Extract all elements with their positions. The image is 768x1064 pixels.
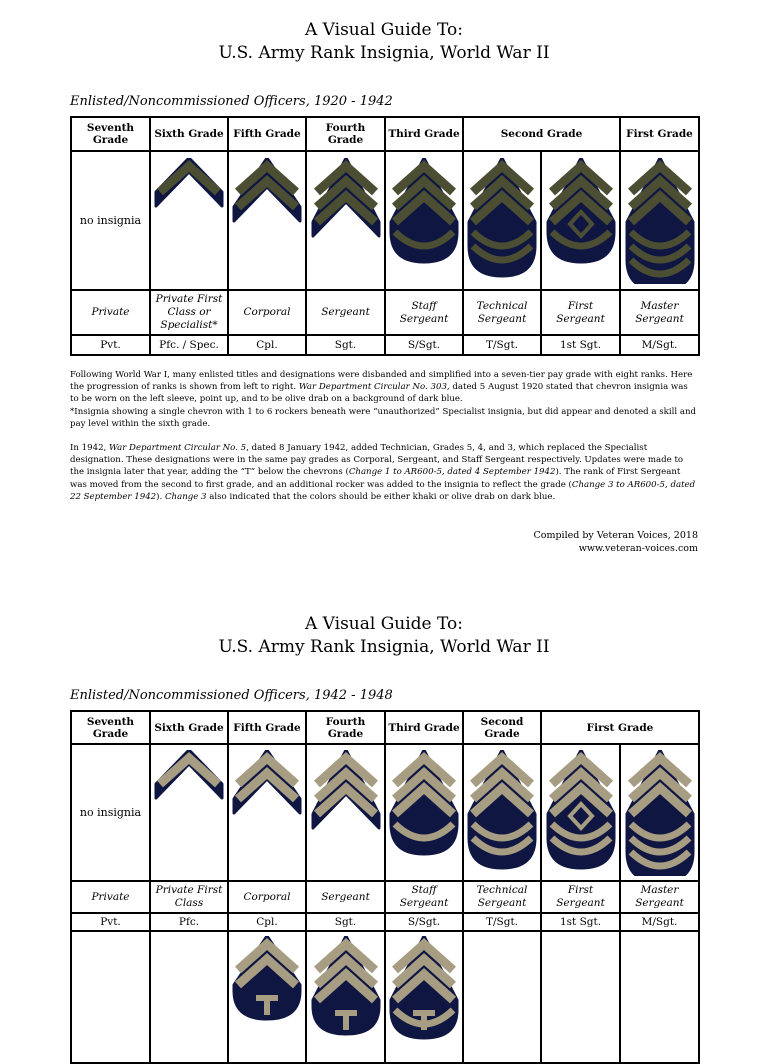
rank-name-sergeant: Sergeant	[306, 290, 385, 335]
section2-subtitle: Enlisted/Noncommissioned Officers, 1942 - 1948	[70, 688, 393, 703]
rank-name-first-sergeant: First Sergeant	[541, 881, 620, 913]
pfc-insignia-cell	[150, 151, 228, 290]
paragraph2-text-d: ).	[156, 491, 165, 502]
rank-name-sergeant: Sergeant	[306, 881, 385, 913]
header-seventh-grade: Seventh Grade	[71, 711, 150, 744]
header-fourth-grade: Fourth Grade	[306, 711, 385, 744]
section1-rank-table	[70, 116, 700, 356]
chevron-3-rocker-1-t-insignia	[388, 936, 460, 1062]
rank-abbreviation-row	[71, 335, 699, 355]
header-fifth-grade: Fifth Grade	[228, 117, 306, 151]
pfc-insignia-cell	[150, 744, 228, 881]
header-second-grade: Second Grade	[463, 117, 620, 151]
rank-name-first-sergeant: First Sergeant	[541, 290, 620, 335]
paragraph2-text-a: In 1942,	[70, 443, 109, 454]
rank-name-corporal: Corporal	[228, 290, 306, 335]
master-sergeant-insignia-cell	[620, 151, 699, 290]
rank-abbr-master-sergeant: M/Sgt.	[620, 913, 699, 931]
paragraph1-text-end: , dated 5 August 1920 stated that chevron insignia was to be worn on the left sleeve, point up, and to be olive drab on a background of dark blue.	[70, 382, 688, 405]
rank-name-technical-sergeant: Technical Sergeant	[463, 881, 541, 913]
empty-cell	[463, 931, 541, 1063]
chevron-3-rocker-2-lozenge-insignia	[545, 750, 617, 876]
chevron-1-insignia	[153, 750, 225, 876]
chevron-3-rocker-2-insignia	[466, 158, 538, 284]
rank-name-staff-sergeant: Staff Sergeant	[385, 881, 463, 913]
corporal-insignia-cell	[228, 744, 306, 881]
paragraph2-text-e: also indicated that the colors should be either khaki or olive drab on dark blue.	[206, 491, 556, 502]
chevron-3-insignia	[310, 158, 382, 284]
empty-cell	[620, 931, 699, 1063]
rank-name-pfc: Private First Class	[150, 881, 228, 913]
header-row	[71, 117, 699, 151]
section1-title	[0, 19, 768, 65]
header-sixth-grade: Sixth Grade	[150, 117, 228, 151]
staff-sergeant-insignia-cell	[385, 744, 463, 881]
rank-name-private: Private	[71, 290, 150, 335]
chevron-3-rocker-1-lozenge-insignia	[545, 158, 617, 284]
rank-name-pfc: Private First Class or Specialist*	[150, 290, 228, 335]
technician-grade-5-cell	[228, 931, 306, 1063]
rank-abbr-pfc: Pfc.	[150, 913, 228, 931]
header-third-grade: Third Grade	[385, 711, 463, 744]
section1-title-line2: U.S. Army Rank Insignia, World War II	[218, 43, 550, 63]
chevron-2-insignia	[231, 750, 303, 876]
first-sergeant-insignia-cell	[541, 744, 620, 881]
chevron-stripe	[160, 166, 218, 192]
sergeant-insignia-cell	[306, 151, 385, 290]
website-link[interactable]: www.veteran-voices.com	[578, 543, 698, 554]
technical-sergeant-insignia-cell	[463, 151, 541, 290]
header-first-grade: First Grade	[620, 117, 699, 151]
section2-title-line2: U.S. Army Rank Insignia, World War II	[218, 637, 550, 657]
rank-abbr-private: Pvt.	[71, 335, 150, 355]
header-row	[71, 711, 699, 744]
chevron-3-rocker-1-insignia	[388, 158, 460, 284]
technician-insignia-row	[71, 931, 699, 1063]
chevron-3-rocker-3-insignia	[624, 158, 696, 284]
chevron-3-t-insignia	[310, 936, 382, 1062]
chevron-3-rocker-3-insignia	[624, 750, 696, 876]
paragraph2-text-b: , dated 8 January 1942, added Technician, Grades 5, 4, and 3, which replaced the Specialist designation. These designations were in the same pay grades as Corporal, Sergeant, and Staff Sergeant respectively. Updates were made to the insignia later that year, adding the “T” below the chevrons (	[70, 443, 684, 478]
rank-name-row	[71, 881, 699, 913]
chevron-2-insignia	[231, 158, 303, 284]
staff-sergeant-insignia-cell	[385, 151, 463, 290]
corporal-insignia-cell	[228, 151, 306, 290]
paragraph2-citation-3: Change 3 to AR600-5, dated 22 September 1942	[70, 479, 696, 502]
rank-abbr-staff-sergeant: S/Sgt.	[385, 335, 463, 355]
rank-abbr-sergeant: Sgt.	[306, 335, 385, 355]
technician-grade-3-cell	[385, 931, 463, 1063]
section2-rank-table	[70, 710, 700, 1064]
section1-body-text	[70, 369, 698, 503]
header-first-grade: First Grade	[541, 711, 699, 744]
section2-title	[0, 613, 768, 659]
paragraph1-text: Following World War I, many enlisted titles and designations were disbanded and simplified into a seven-tier pay grade with eight ranks. Here the progression of ranks is shown from left to right.	[70, 370, 693, 393]
no-insignia-cell: no insignia	[71, 744, 150, 881]
rank-abbr-technical-sergeant: T/Sgt.	[463, 335, 541, 355]
paragraph-1920-history	[70, 369, 698, 406]
rank-abbr-first-sergeant: 1st Sgt.	[541, 913, 620, 931]
paragraph2-citation-2: Change 1 to AR600-5, dated 4 September 1942	[348, 467, 556, 478]
header-fifth-grade: Fifth Grade	[228, 711, 306, 744]
no-insignia-cell: no insignia	[71, 151, 150, 290]
rank-abbr-private: Pvt.	[71, 913, 150, 931]
specialist-footnote: *Insignia showing a single chevron with 1 to 6 rockers beneath were “unauthorized” Specialist insignia, but did appear and denoted a skill and pay level within the sixth grade.	[70, 406, 696, 429]
rank-abbr-staff-sergeant: S/Sgt.	[385, 913, 463, 931]
chevron-1-insignia	[153, 158, 225, 284]
chevron-stripe	[160, 758, 218, 784]
rank-name-master-sergeant: Master Sergeant	[620, 881, 699, 913]
master-sergeant-insignia-cell	[620, 744, 699, 881]
section1-title-line1: A Visual Guide To:	[304, 20, 464, 40]
header-fourth-grade: Fourth Grade	[306, 117, 385, 151]
paragraph-1942-changes	[70, 442, 698, 503]
header-second-grade: Second Grade	[463, 711, 541, 744]
rank-name-technical-sergeant: Technical Sergeant	[463, 290, 541, 335]
header-seventh-grade: Seventh Grade	[71, 117, 150, 151]
first-sergeant-insignia-cell	[541, 151, 620, 290]
paragraph2-citation-1: War Department Circular No. 5	[109, 443, 247, 454]
rank-abbr-pfc: Pfc. / Spec.	[150, 335, 228, 355]
rank-name-private: Private	[71, 881, 150, 913]
rank-name-row	[71, 290, 699, 335]
rank-abbr-sergeant: Sgt.	[306, 913, 385, 931]
chevron-3-rocker-1-insignia	[388, 750, 460, 876]
rank-abbr-technical-sergeant: T/Sgt.	[463, 913, 541, 931]
chevron-2-t-insignia	[231, 936, 303, 1062]
empty-cell	[150, 931, 228, 1063]
paragraph1-citation: War Department Circular No. 303	[298, 382, 447, 393]
technician-grade-4-cell	[306, 931, 385, 1063]
rank-abbr-master-sergeant: M/Sgt.	[620, 335, 699, 355]
header-sixth-grade: Sixth Grade	[150, 711, 228, 744]
section2-title-line1: A Visual Guide To:	[304, 614, 464, 634]
rank-abbr-first-sergeant: 1st Sgt.	[541, 335, 620, 355]
empty-cell	[71, 931, 150, 1063]
paragraph2-text-c: ). The rank of First Sergeant was moved from the second to first grade, and an additional rocker was added to the insignia to reflect the grade (	[70, 467, 681, 490]
rank-name-corporal: Corporal	[228, 881, 306, 913]
rank-name-master-sergeant: Master Sergeant	[620, 290, 699, 335]
empty-cell	[541, 931, 620, 1063]
compiled-by-block	[533, 529, 698, 555]
header-third-grade: Third Grade	[385, 117, 463, 151]
paragraph2-citation-4: Change 3	[164, 491, 207, 502]
insignia-row	[71, 744, 699, 881]
chevron-3-insignia	[310, 750, 382, 876]
chevron-3-rocker-2-insignia	[466, 750, 538, 876]
technical-sergeant-insignia-cell	[463, 744, 541, 881]
section1-subtitle: Enlisted/Noncommissioned Officers, 1920 - 1942	[70, 94, 393, 109]
rank-abbr-corporal: Cpl.	[228, 913, 306, 931]
insignia-row	[71, 151, 699, 290]
rank-abbr-corporal: Cpl.	[228, 335, 306, 355]
compiled-by: Compiled by Veteran Voices, 2018	[533, 530, 698, 541]
rank-name-staff-sergeant: Staff Sergeant	[385, 290, 463, 335]
rank-abbreviation-row	[71, 913, 699, 931]
sergeant-insignia-cell	[306, 744, 385, 881]
